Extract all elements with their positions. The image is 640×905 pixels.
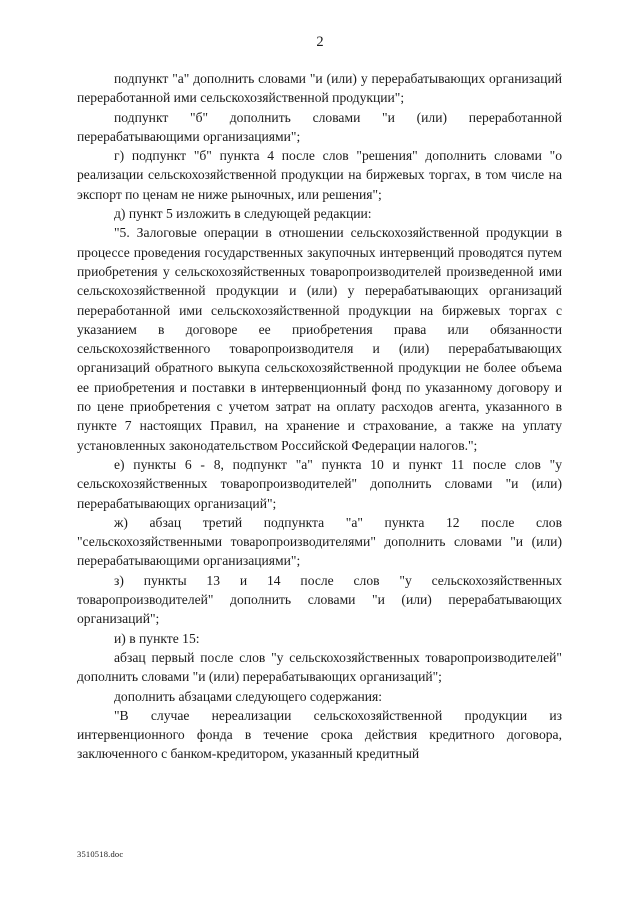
- paragraph: абзац первый после слов "у сельскохозяйственных товаропроизводителей" дополнить словами "и (или) перерабатывающих организаций";: [77, 649, 562, 685]
- footer-file-code: 3510518.doc: [77, 849, 124, 859]
- paragraph: "5. Залоговые операции в отношении сельскохозяйственной продукции в процессе проведения государственных закупочных интервенций проводятся путем приобретения у сельскохозяйственных товаропроизводителей произведенной ими сельскохозяйственной продукции и (или) у перерабатывающих организаций переработанной ими сельскохозяйственной продукции на биржевых торгах с указанием в договоре ее приобретения права или обязанности сельскохозяйственного товаропроизводителя и (или) перерабатывающих организаций обратного выкупа сельскохозяйственной продукции не более объема ее приобретения и поставки в интервенционный фонд по указанному договору и по цене приобретения с учетом затрат на оплату расходов агента, указанного в пункте 7 настоящих Правил, на хранение и страхование, а также на уплату установленных законодательством Российской Федерации налогов.";: [77, 225, 562, 453]
- paragraph: з) пункты 13 и 14 после слов "у сельскохозяйственных товаропроизводителей" дополнить словами "и (или) перерабатывающих организаций";: [77, 572, 562, 627]
- paragraph: ж) абзац третий подпункта "а" пункта 12 после слов "сельскохозяйственными товаропроизводителями" дополнить словами "и (или) перерабатывающими организациями";: [77, 514, 562, 569]
- paragraph: е) пункты 6 - 8, подпункт "а" пункта 10 и пункт 11 после слов "у сельскохозяйственных товаропроизводителей" дополнить словами "и (или) перерабатывающих организаций";: [77, 456, 562, 511]
- paragraph: "В случае нереализации сельскохозяйственной продукции из интервенционного фонда в течение срока действия кредитного договора, заключенного с банком-кредитором, указанный кредитный: [77, 707, 562, 762]
- paragraph: подпункт "а" дополнить словами "и (или) у перерабатывающих организаций переработанной ими сельскохозяйственной продукции";: [77, 71, 562, 106]
- paragraph: дополнить абзацами следующего содержания:: [114, 688, 383, 704]
- paragraph: г) подпункт "б" пункта 4 после слов "решения" дополнить словами "о реализации сельскохозяйственной продукции на биржевых торгах, в том числе на экспорт по ценам не ниже рыночных, или решения";: [77, 148, 562, 202]
- paragraph: и) в пункте 15:: [114, 630, 200, 646]
- page-number: 2: [316, 34, 324, 50]
- paragraph: д) пункт 5 изложить в следующей редакции:: [114, 206, 372, 222]
- document-body: [77, 69, 562, 764]
- paragraph: подпункт "б" дополнить словами "и (или) переработанной перерабатывающими организациями";: [77, 109, 562, 144]
